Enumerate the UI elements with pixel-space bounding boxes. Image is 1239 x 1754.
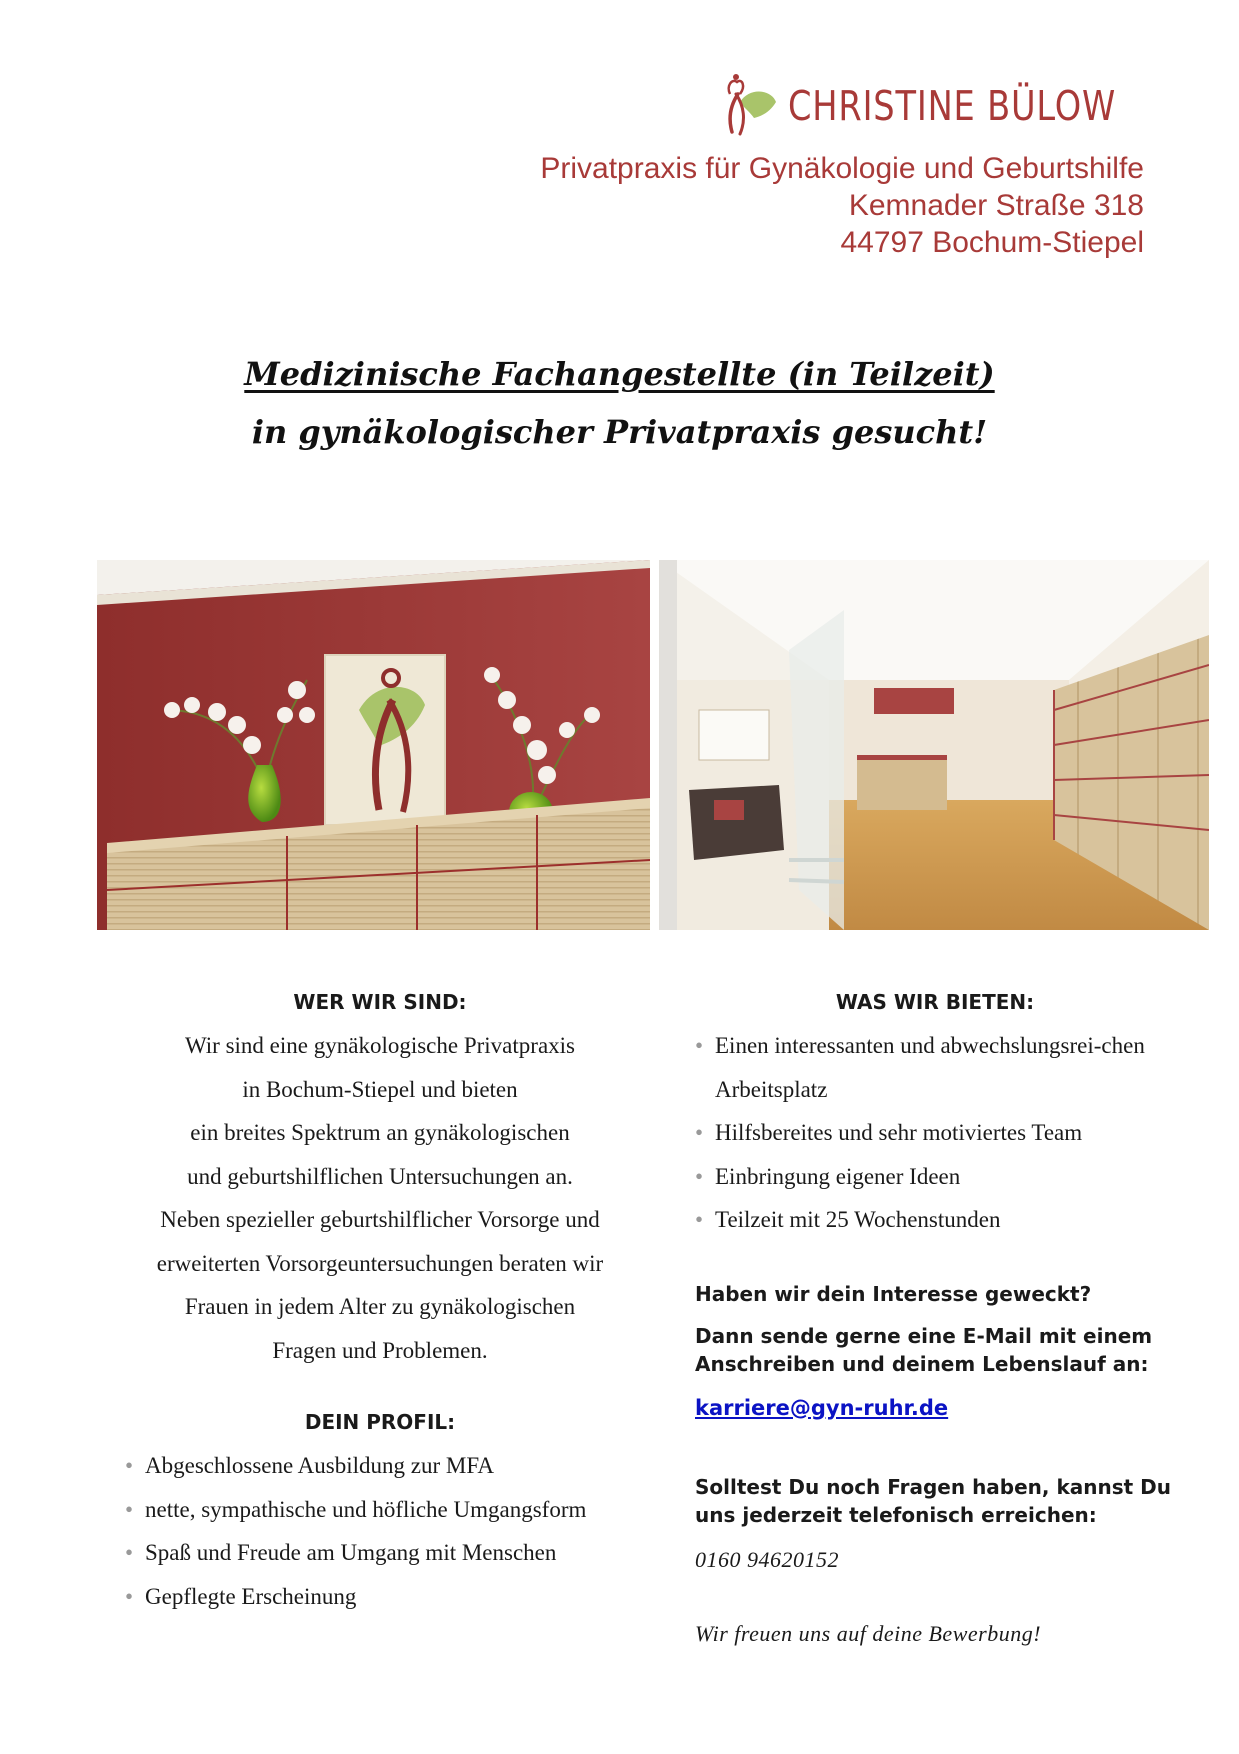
about-line: ein breites Spektrum an gynäkologischen — [190, 1120, 570, 1145]
profile-list — [125, 1444, 635, 1618]
profile-item: • Abgeschlossene Ausbildung zur MFA — [125, 1444, 635, 1488]
wer-wir-sind-heading: WER WIR SIND: — [293, 990, 467, 1014]
offer-item: • Einbringung eigener Ideen — [695, 1155, 1175, 1199]
wer-wir-sind-text — [125, 1024, 635, 1372]
about-line: Wir sind eine gynäkologische Privatpraxis — [185, 1033, 575, 1058]
right-column — [695, 990, 1175, 1647]
about-line: und geburtshilflichen Untersuchungen an. — [187, 1163, 573, 1189]
profile-item: • Gepflegte Erscheinung — [125, 1575, 635, 1619]
phone-number: 0160 94620152 — [695, 1546, 839, 1572]
offer-list — [695, 1024, 1175, 1242]
photo-sideboard-artwork — [97, 560, 650, 930]
profile-item: • Spaß und Freude am Umgang mit Menschen — [125, 1531, 635, 1575]
headline-line-1: Medizinische Fachangestellte (in Teilzeit) — [244, 355, 995, 393]
brand-name: CHRISTINE BÜLOW — [788, 82, 1117, 130]
dein-profil-heading: DEIN PROFIL: — [304, 1410, 456, 1434]
was-wir-bieten-heading: WAS WIR BIETEN: — [835, 990, 1035, 1014]
closing-text: Wir freuen uns auf deine Bewerbung! — [695, 1620, 1042, 1646]
offer-item: • Teilzeit mit 25 Wochenstunden — [695, 1198, 1175, 1242]
job-headline — [0, 345, 1239, 461]
photo-practice-corridor — [659, 560, 1209, 930]
about-line: Fragen und Problemen. — [272, 1337, 488, 1363]
practice-address — [540, 150, 1144, 261]
headline-line-2: in gynäkologischer Privatpraxis gesucht! — [251, 413, 988, 451]
send-instruction: Dann sende gerne eine E-Mail mit einem Anschreiben und deinem Lebenslauf an: — [695, 1323, 1153, 1376]
brand-logo — [710, 72, 1150, 142]
left-column — [125, 990, 635, 1618]
about-line: Frauen in jedem Alter zu gynäkologischen — [184, 1294, 576, 1319]
about-line: Neben spezieller geburtshilflicher Vorsorge und — [160, 1207, 600, 1232]
profile-item: • nette, sympathische und höfliche Umgangsform — [125, 1488, 635, 1532]
practice-name: Privatpraxis für Gynäkologie und Geburtshilfe — [540, 152, 1144, 185]
practice-street: Kemnader Straße 318 — [848, 189, 1144, 222]
ginkgo-figure-logo-icon — [710, 72, 780, 142]
email-link[interactable]: karriere@gyn-ruhr.de — [695, 1395, 949, 1420]
questions-text: Solltest Du noch Fragen haben, kannst Du uns jederzeit telefonisch erreichen: — [695, 1474, 1172, 1527]
offer-item: • Einen interessanten und abwechslungsrei-chen Arbeitsplatz — [695, 1024, 1175, 1111]
offer-item: • Hilfsbereites und sehr motiviertes Team — [695, 1111, 1175, 1155]
interest-question: Haben wir dein Interesse geweckt? — [695, 1281, 1092, 1306]
about-line: erweiterten Vorsorgeuntersuchungen beraten wir — [156, 1250, 604, 1276]
about-line: in Bochum-Stiepel und bieten — [242, 1076, 518, 1102]
practice-city: 44797 Bochum-Stiepel — [840, 226, 1144, 259]
